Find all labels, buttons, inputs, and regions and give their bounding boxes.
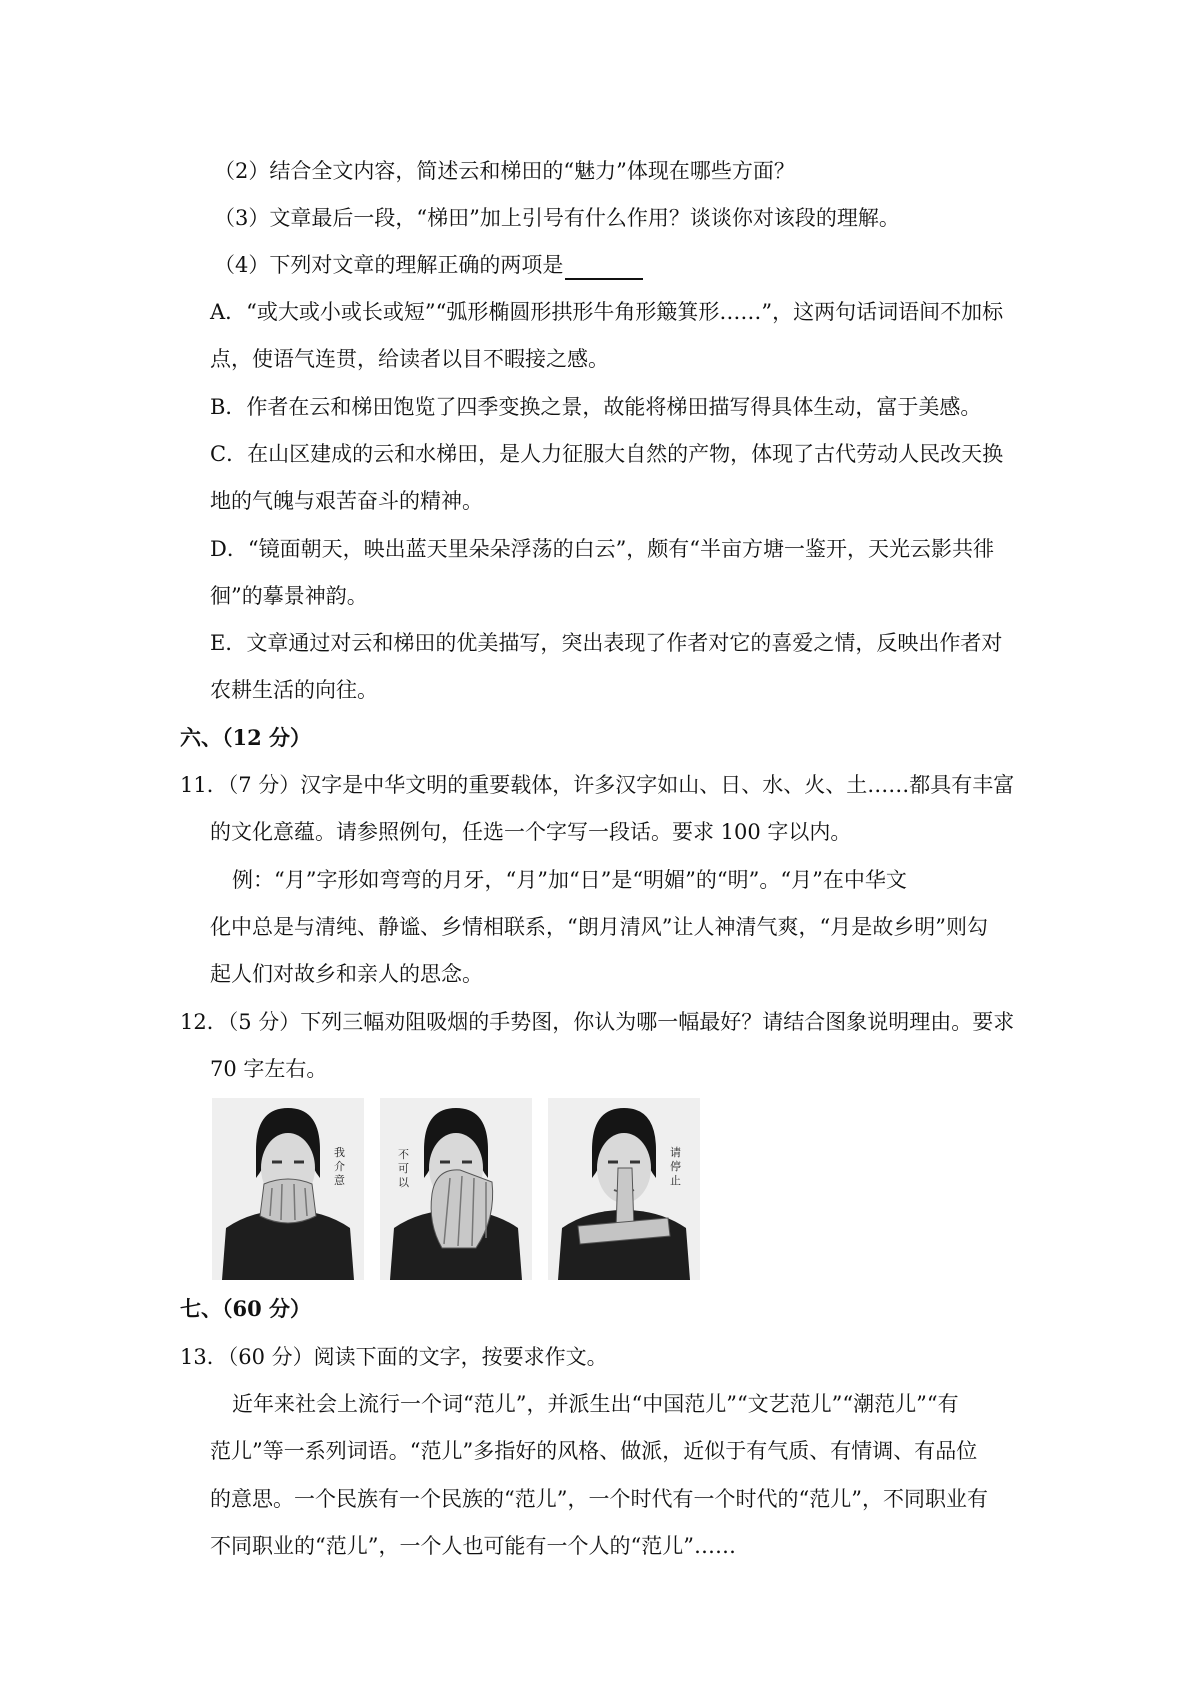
- figure-2-caption-glyph-1: 不: [398, 1148, 409, 1161]
- essay-prompt-line-4: 不同职业的“范儿”，一个人也可能有一个人的“范儿”……: [210, 1534, 736, 1558]
- gesture-figure-2: [380, 1098, 532, 1280]
- figure-3-caption-glyph-3: 止: [670, 1174, 681, 1187]
- section-7-heading: 七、（60 分）: [180, 1296, 312, 1321]
- figure-2-caption-glyph-2: 可: [398, 1162, 409, 1175]
- gesture-figure-3: [548, 1098, 700, 1280]
- gesture-image-3: [548, 1098, 700, 1280]
- figure-3-caption-glyph-2: 停: [670, 1160, 681, 1173]
- gesture-figures: [212, 1098, 702, 1280]
- question-10-part-2: （2）结合全文内容，简述云和梯田的“魅力”体现在哪些方面？: [214, 159, 795, 183]
- question-10-part-3: （3）文章最后一段，“梯田”加上引号有什么作用？谈谈你对该段的理解。: [214, 206, 900, 230]
- example-line-3: 起人们对故乡和亲人的思念。: [210, 962, 483, 986]
- figure-1-caption-glyph-3: 意: [334, 1174, 345, 1187]
- question-13: 13．（60 分）阅读下面的文字，按要求作文。: [180, 1345, 608, 1369]
- gesture-figure-1: [212, 1098, 364, 1280]
- question-11-line-2: 的文化意蕴。请参照例句，任选一个字写一段话。要求 100 字以内。: [210, 820, 852, 844]
- figure-3-caption-glyph-1: 请: [670, 1146, 681, 1159]
- example-line-2: 化中总是与清纯、静谧、乡情相联系，“朗月清风”让人神清气爽，“月是故乡明”则勾: [210, 915, 988, 939]
- question-10-part-4-text: （4）下列对文章的理解正确的两项是: [214, 253, 564, 277]
- option-d-line-1: D．“镜面朝天，映出蓝天里朵朵浮荡的白云”，颇有“半亩方塘一鉴开，天光云影共徘: [210, 537, 995, 561]
- option-e-line-2: 农耕生活的向往。: [210, 678, 378, 702]
- gesture-image-1: [212, 1098, 364, 1280]
- question-12-line-2: 70 字左右。: [210, 1057, 328, 1081]
- example-line-1: 例：“月”字形如弯弯的月牙，“月”加“日”是“明媚”的“明”。“月”在中华文: [232, 868, 907, 892]
- essay-prompt-line-1: 近年来社会上流行一个词“范儿”，并派生出“中国范儿”“文艺范儿”“潮范儿”“有: [232, 1392, 959, 1416]
- gesture-image-2: [380, 1098, 532, 1280]
- essay-prompt-line-3: 的意思。一个民族有一个民族的“范儿”，一个时代有一个时代的“范儿”，不同职业有: [210, 1487, 988, 1511]
- option-c-line-2: 地的气魄与艰苦奋斗的精神。: [210, 489, 483, 513]
- option-e-line-1: E．文章通过对云和梯田的优美描写，突出表现了作者对它的喜爱之情，反映出作者对: [210, 631, 1003, 655]
- option-a-line-2: 点，使语气连贯，给读者以目不暇接之感。: [210, 347, 609, 371]
- question-12-line-1: 12．（5 分）下列三幅劝阻吸烟的手势图，你认为哪一幅最好？请结合图象说明理由。要求: [180, 1010, 1015, 1034]
- question-10-part-4: [214, 250, 643, 280]
- option-c-line-1: C．在山区建成的云和水梯田，是人力征服大自然的产物，体现了古代劳动人民改天换: [210, 442, 1004, 466]
- essay-prompt-line-2: 范儿”等一系列词语。“范儿”多指好的风格、做派，近似于有气质、有情调、有品位: [210, 1439, 978, 1463]
- figure-1-caption-glyph-2: 介: [334, 1160, 345, 1173]
- figure-1-caption-glyph-1: 我: [334, 1146, 345, 1159]
- question-11-line-1: 11．（7 分）汉字是中华文明的重要载体，许多汉字如山、日、水、火、土……都具有丰富: [180, 773, 1015, 797]
- answer-blank: [565, 256, 643, 280]
- option-b: B．作者在云和梯田饱览了四季变换之景，故能将梯田描写得具体生动，富于美感。: [210, 395, 982, 419]
- section-6-heading: 六、（12 分）: [180, 725, 312, 750]
- option-d-line-2: 徊”的摹景神韵。: [210, 584, 368, 608]
- option-a-line-1: A．“或大或小或长或短”“弧形椭圆形拱形牛角形簸箕形……”，这两句话词语间不加标: [210, 300, 1004, 324]
- figure-2-caption-glyph-3: 以: [398, 1176, 409, 1189]
